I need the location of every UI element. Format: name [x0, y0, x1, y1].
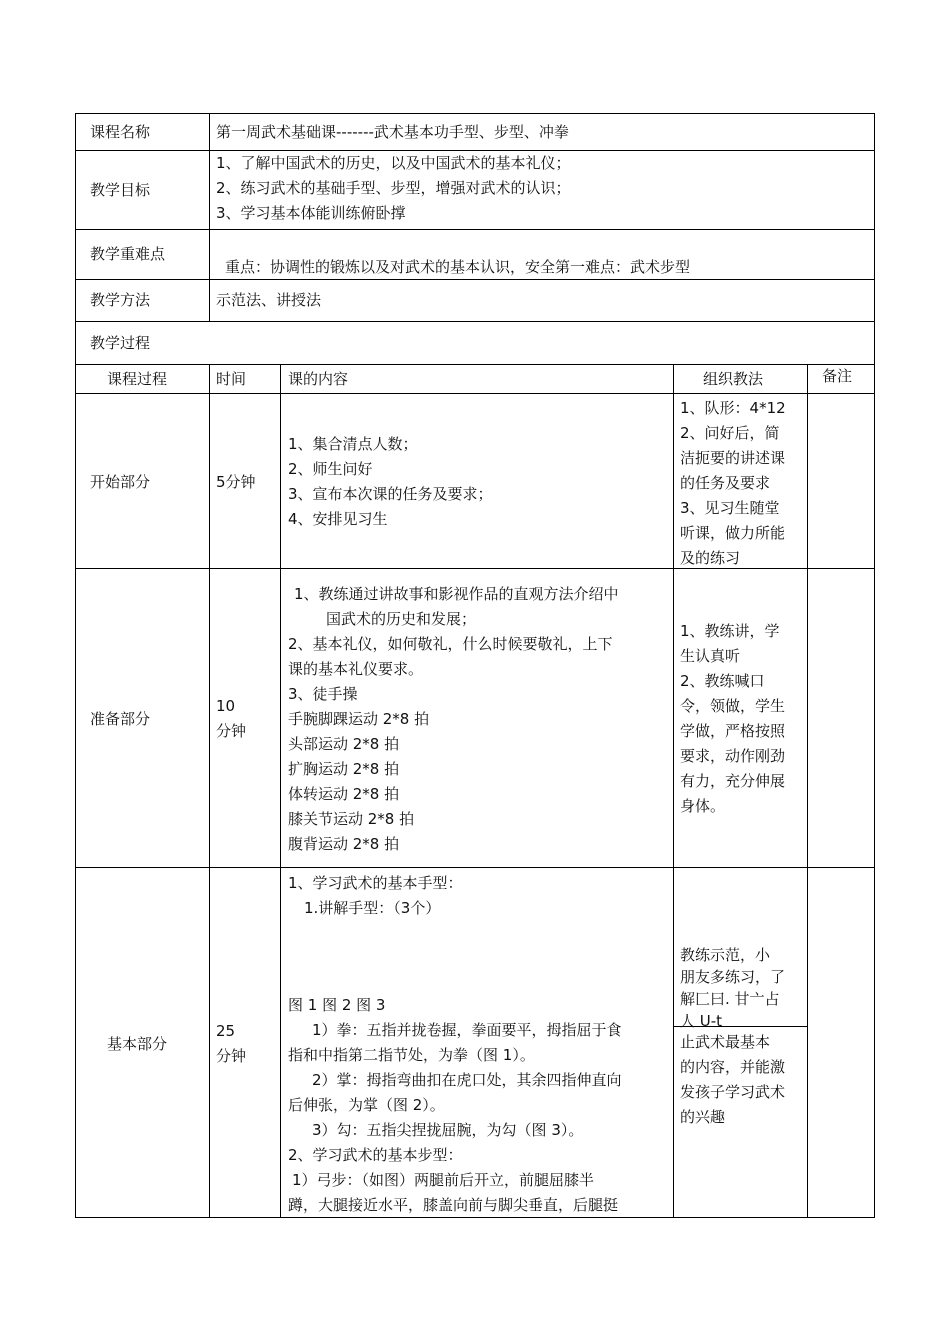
content-line: 蹲，大腿接近水平，膝盖向前与脚尖垂直，后腿挺 [288, 1196, 619, 1214]
methods-value: 示范法、讲授法 [216, 291, 322, 309]
organization-line: 及的练习 [680, 549, 741, 567]
header-content: 课的内容 [288, 370, 349, 388]
organization-line: 的任务及要求 [680, 474, 771, 492]
methods-label: 教学方法 [90, 291, 151, 309]
organization-line: 1、教练讲，学 [680, 622, 780, 640]
time-number: 25 [216, 1022, 236, 1040]
content-line: 1）弓步：（如图）两腿前后开立，前腿屈膝半 [292, 1171, 595, 1189]
content-line: 2、师生问好 [288, 460, 373, 478]
process-label: 教学过程 [90, 334, 151, 352]
organization-line: 止武术最基本 [680, 1033, 771, 1051]
time-unit: 分钟 [216, 722, 247, 740]
time-value: 5分钟 [216, 473, 256, 491]
organization-line: 人 U-t [680, 1012, 723, 1030]
goals-list [216, 151, 571, 226]
content-line: 头部运动 2*8 拍 [288, 735, 400, 753]
organization-line: 的内容，并能激 [680, 1058, 786, 1076]
content-line: 后伸张，为掌（图 2）。 [288, 1096, 445, 1114]
header-time: 时间 [216, 370, 247, 388]
row-divider [75, 393, 875, 394]
organization-list [680, 396, 786, 571]
content-line: 4、安排见习生 [288, 510, 388, 528]
organization-list-a [680, 944, 785, 1032]
organization-line: 2、教练喊口 [680, 672, 765, 690]
content-line: 指和中指第二指节处，为拳（图 1）。 [288, 1046, 535, 1064]
organization-list [680, 619, 785, 819]
content-line: 国武术的历史和发展； [326, 610, 477, 628]
course-name-value: 第一周武术基础课-------武术基本功手型、步型、冲拳 [216, 123, 569, 141]
organization-line: 发孩子学习武术 [680, 1083, 786, 1101]
content-list [288, 432, 493, 532]
organization-line: 生认真听 [680, 647, 741, 665]
figure-caption: 图 1 图 2 图 3 [288, 996, 386, 1014]
row-divider [75, 229, 875, 230]
time-value [216, 1019, 246, 1069]
content-line: 1、学习武术的基本手型： [288, 874, 463, 892]
content-line: 1.讲解手型：（3个） [304, 899, 441, 917]
content-list-bottom [288, 993, 622, 1218]
content-line: 手腕脚踝运动 2*8 拍 [288, 710, 430, 728]
key-points-label: 教学重难点 [90, 245, 166, 263]
content-line: 2、学习武术的基本步型： [288, 1146, 463, 1164]
organization-line: 身体。 [680, 797, 726, 815]
content-line: 扩胸运动 2*8 拍 [288, 760, 400, 778]
organization-list-b [680, 1030, 785, 1130]
col-divider [807, 364, 808, 1218]
content-line: 1、教练通过讲故事和影视作品的直观方法介绍中 [294, 585, 619, 603]
content-line: 体转运动 2*8 拍 [288, 785, 400, 803]
goal-item: 2、练习武术的基础手型、步型，增强对武术的认识； [216, 179, 571, 197]
row-divider [75, 364, 875, 365]
goal-item: 3、学习基本体能训练俯卧撑 [216, 204, 406, 222]
table-border-top [75, 113, 875, 114]
organization-line: 解匚曰. 甘亠占 [680, 990, 780, 1008]
time-unit: 分钟 [216, 1047, 247, 1065]
header-stage: 课程过程 [107, 370, 168, 388]
row-divider [75, 321, 875, 322]
content-line: 2、基本礼仪，如何敬礼，什么时候要敬礼，上下 [288, 635, 613, 653]
organization-line: 听课，做力所能 [680, 524, 786, 542]
col-divider [280, 364, 281, 1218]
organization-line: 要求，动作刚劲 [680, 747, 786, 765]
content-line: 1）拳：五指并拢卷握，拳面要平，拇指屈于食 [312, 1021, 622, 1039]
goals-label: 教学目标 [90, 181, 151, 199]
time-value [216, 694, 246, 744]
table-border-left [75, 113, 76, 1218]
time-number: 10 [216, 697, 236, 715]
goal-item: 1、了解中国武术的历史，以及中国武术的基本礼仪； [216, 154, 571, 172]
organization-line: 3、见习生随堂 [680, 499, 780, 517]
organization-line: 洁扼要的讲述课 [680, 449, 786, 467]
organization-line: 的兴趣 [680, 1108, 726, 1126]
content-line: 1、集合清点人数； [288, 435, 418, 453]
content-line: 3、宣布本次课的任务及要求； [288, 485, 493, 503]
row-divider [75, 867, 875, 868]
content-line: 膝关节运动 2*8 拍 [288, 810, 415, 828]
stage-label: 基本部分 [107, 1035, 168, 1053]
organization-line: 有力，充分伸展 [680, 772, 786, 790]
header-notes: 备注 [822, 367, 853, 385]
course-name-label: 课程名称 [90, 123, 151, 141]
col-divider [209, 364, 210, 1218]
content-line: 腹背运动 2*8 拍 [288, 835, 400, 853]
key-points-value: 重点：协调性的锻炼以及对武术的基本认识，安全第一难点：武术步型 [225, 258, 691, 276]
table-border-right [874, 113, 875, 1218]
organization-line: 2、问好后，简 [680, 424, 780, 442]
organization-line: 1、队形：4*12 [680, 399, 786, 417]
content-line: 课的基本礼仪要求。 [288, 660, 424, 678]
content-line: 3）勾：五指尖捏拢屈腕，为勾（图 3）。 [312, 1121, 584, 1139]
content-list-top [288, 871, 463, 921]
organization-line: 学做，严格按照 [680, 722, 786, 740]
col-divider [209, 113, 210, 322]
organization-line: 朋友多练习，了 [680, 968, 786, 986]
content-list [288, 582, 619, 857]
content-line: 2）掌：拇指弯曲扣在虎口处，其余四指伸直向 [312, 1071, 622, 1089]
stage-label: 开始部分 [90, 473, 151, 491]
organization-line: 教练示范，小 [680, 946, 771, 964]
organization-line: 令，领做，学生 [680, 697, 786, 715]
header-organization: 组织教法 [703, 370, 764, 388]
content-line: 3、徒手操 [288, 685, 358, 703]
col-divider [673, 364, 674, 1218]
stage-label: 准备部分 [90, 710, 151, 728]
